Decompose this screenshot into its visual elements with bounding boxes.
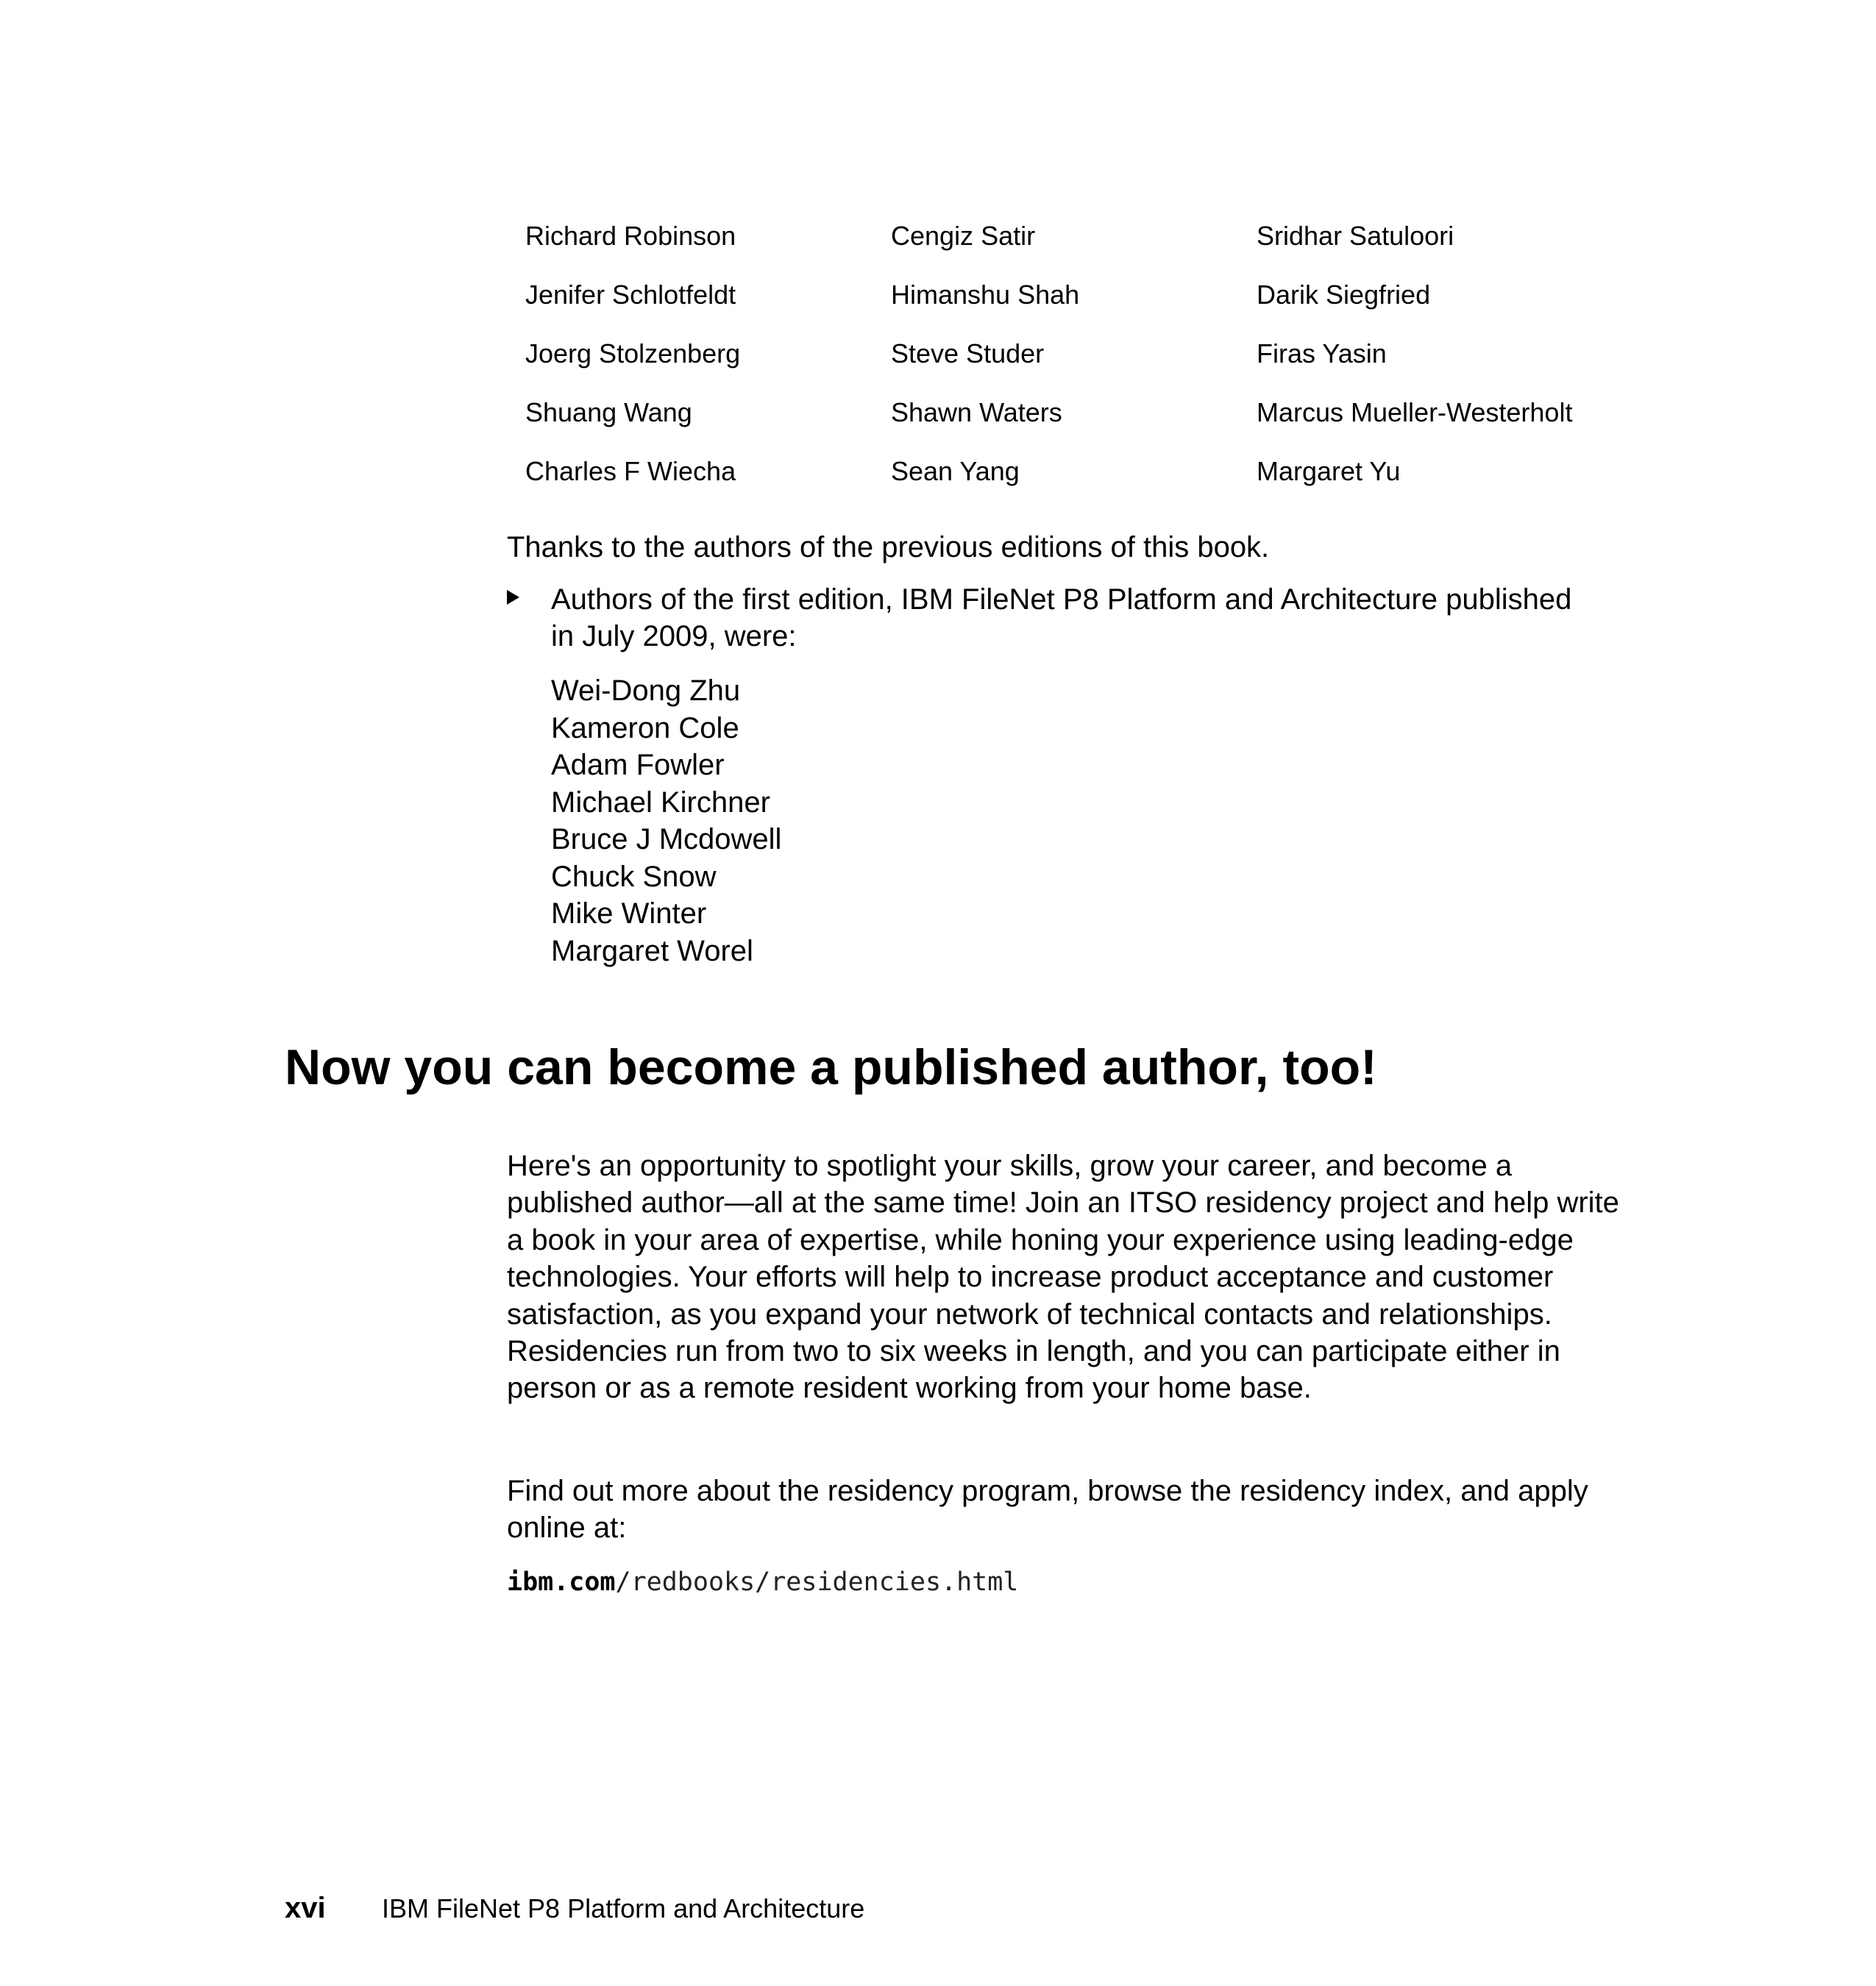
list-item: Wei-Dong Zhu <box>551 675 741 707</box>
contributor-name: Darik Siegfried <box>1257 280 1431 310</box>
apply-paragraph: Find out more about the residency program, browse the residency index, and apply online at: <box>507 1475 1588 1545</box>
list-item: Margaret Worel <box>551 934 753 967</box>
residency-url-link[interactable] <box>507 1567 1018 1598</box>
contributor-name: Richard Robinson <box>525 221 736 251</box>
thanks-text: Thanks to the authors of the previous editions of this book. <box>507 531 1270 563</box>
list-item: Bruce J Mcdowell <box>551 823 782 855</box>
contributor-name: Shawn Waters <box>891 397 1062 427</box>
book-title: IBM FileNet P8 Platform and Architecture <box>382 1893 865 1923</box>
url-path: /redbooks/residencies.html <box>615 1567 1019 1597</box>
url-domain: ibm.com <box>507 1567 616 1597</box>
contributor-name: Sridhar Satuloori <box>1257 221 1454 251</box>
contributor-name: Joerg Stolzenberg <box>525 338 741 369</box>
list-item: Adam Fowler <box>551 749 725 781</box>
list-item: Kameron Cole <box>551 711 739 744</box>
contributor-name: Cengiz Satir <box>891 221 1036 251</box>
contributor-name: Firas Yasin <box>1257 338 1387 369</box>
triangle-bullet-icon <box>507 590 519 605</box>
contributor-name: Steve Studer <box>891 338 1045 369</box>
page-footer <box>285 1890 864 1926</box>
contributor-name: Himanshu Shah <box>891 280 1080 310</box>
contributor-grid <box>525 221 1629 515</box>
contributor-name: Charles F Wiecha <box>525 456 736 486</box>
list-item: Michael Kirchner <box>551 786 770 819</box>
contributor-name: Jenifer Schlotfeldt <box>525 280 736 310</box>
first-edition-author-list <box>551 672 781 969</box>
first-edition-intro: Authors of the first edition, IBM FileNet P8 Platform and Architecture published in July 2009, were: <box>551 583 1572 652</box>
residency-paragraph: Here's an opportunity to spotlight your skills, grow your career, and become a published author—all at the same time! Join an ITSO residency project and help write a book in your area of expertise, while honing your experience using leading-edge technologies. Your efforts will help to increase product acceptance and customer satisfaction, as you expand your network of technical contacts and relationships. Residencies run from two to six weeks in length, and you can participate either in person or as a remote resident working from your home base. <box>507 1150 1619 1405</box>
contributor-name: Sean Yang <box>891 456 1020 486</box>
list-item: Chuck Snow <box>551 860 717 893</box>
contributor-name: Margaret Yu <box>1257 456 1401 486</box>
list-item: Mike Winter <box>551 897 707 930</box>
page-number: xvi <box>285 1892 326 1924</box>
section-heading: Now you can become a published author, too! <box>285 1039 1377 1095</box>
contributor-name: Shuang Wang <box>525 397 692 427</box>
contributor-name: Marcus Mueller-Westerholt <box>1257 397 1573 427</box>
